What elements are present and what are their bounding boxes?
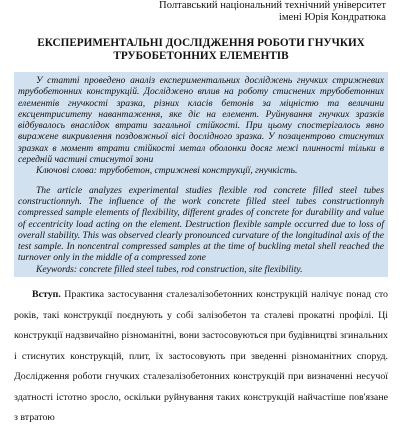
introduction-text: Практика застосування сталезалізобетонних конструкцій налічує понад сто років, такі конструкції поєднують у собі залізобетон та сталеві прокатні профілі. Ці конструкції надзвичайно різноманітні, вони застосовуються при будівництві згинальних і стиснутих конструкцій, плит, їх застосовують при зведенні різноманітних споруд. Дослідження роботи гнучких сталезалізобетонних конструкцій при визначенні несучої здатності істотно зросло, оскільки руйнування таких конструкцій найчастіше пов'язане з втратою: [14, 289, 388, 424]
abstract-block: [14, 72, 388, 277]
abstract-ukrainian: У статті проведено аналіз експериментальних досліджень гнучких стрижневих трубобетонних конструкцій. Досліджено вплив на роботу стиснених трубобетонних елементів гнучкості зразка, різних класів бетонів за міцністю та величини ексцентриситету навантаження, яке діє на елемент. Руйнування гнучких зразків відбувалось внаслідок втрати загальної стійкості. При цьому спостерігалось явно виражене викривлення поздовжньої вісі дослідного зразка. У позацентрово стиснутих зразках в момент втрати стійкості метал оболонки досяг межі плинності тільки в середній частині стиснутої зони: [18, 75, 384, 166]
author-affiliation: [14, 0, 388, 24]
keywords-english: Keywords: concrete filled steel tubes, rod construction, site flexibility.: [36, 263, 303, 275]
article-title: [14, 37, 388, 63]
article-title-line-1: ЕКСПЕРИМЕНТАЛЬНІ ДОСЛІДЖЕННЯ РОБОТИ ГНУЧКИХ: [37, 37, 365, 49]
abstract-english: The article analyzes experimental studies flexible rod concrete filled steel tubes constructionnyh. The influence of the work concrete filled steel tubes constructionnyh compressed sample elements of flexibility, different grades of concrete for durability and value of eccentricity load acting on the element. Destruction flexible sample occurred due to loss of overall stability. This was observed clearly pronounced curvature of the longitudinal axis of the test sample. In noncentral compressed samples at the time of buckling metal shell reached the turnover only in the middle of a compressed zone: [18, 184, 384, 264]
university-named-after: імені Юрія Кондратюка: [278, 12, 386, 23]
introduction-section: [14, 285, 388, 429]
article-title-line-2: ТРУБОБЕТОННИХ ЕЛЕМЕНТІВ: [113, 50, 289, 62]
introduction-heading: Вступ.: [32, 289, 61, 301]
keywords-ukrainian: Ключові слова: трубобетон, стрижневі конструкції, гнучкість.: [36, 165, 298, 177]
university-name: Полтавський національний технічний університет: [159, 0, 386, 11]
introduction-paragraph: [14, 285, 388, 429]
